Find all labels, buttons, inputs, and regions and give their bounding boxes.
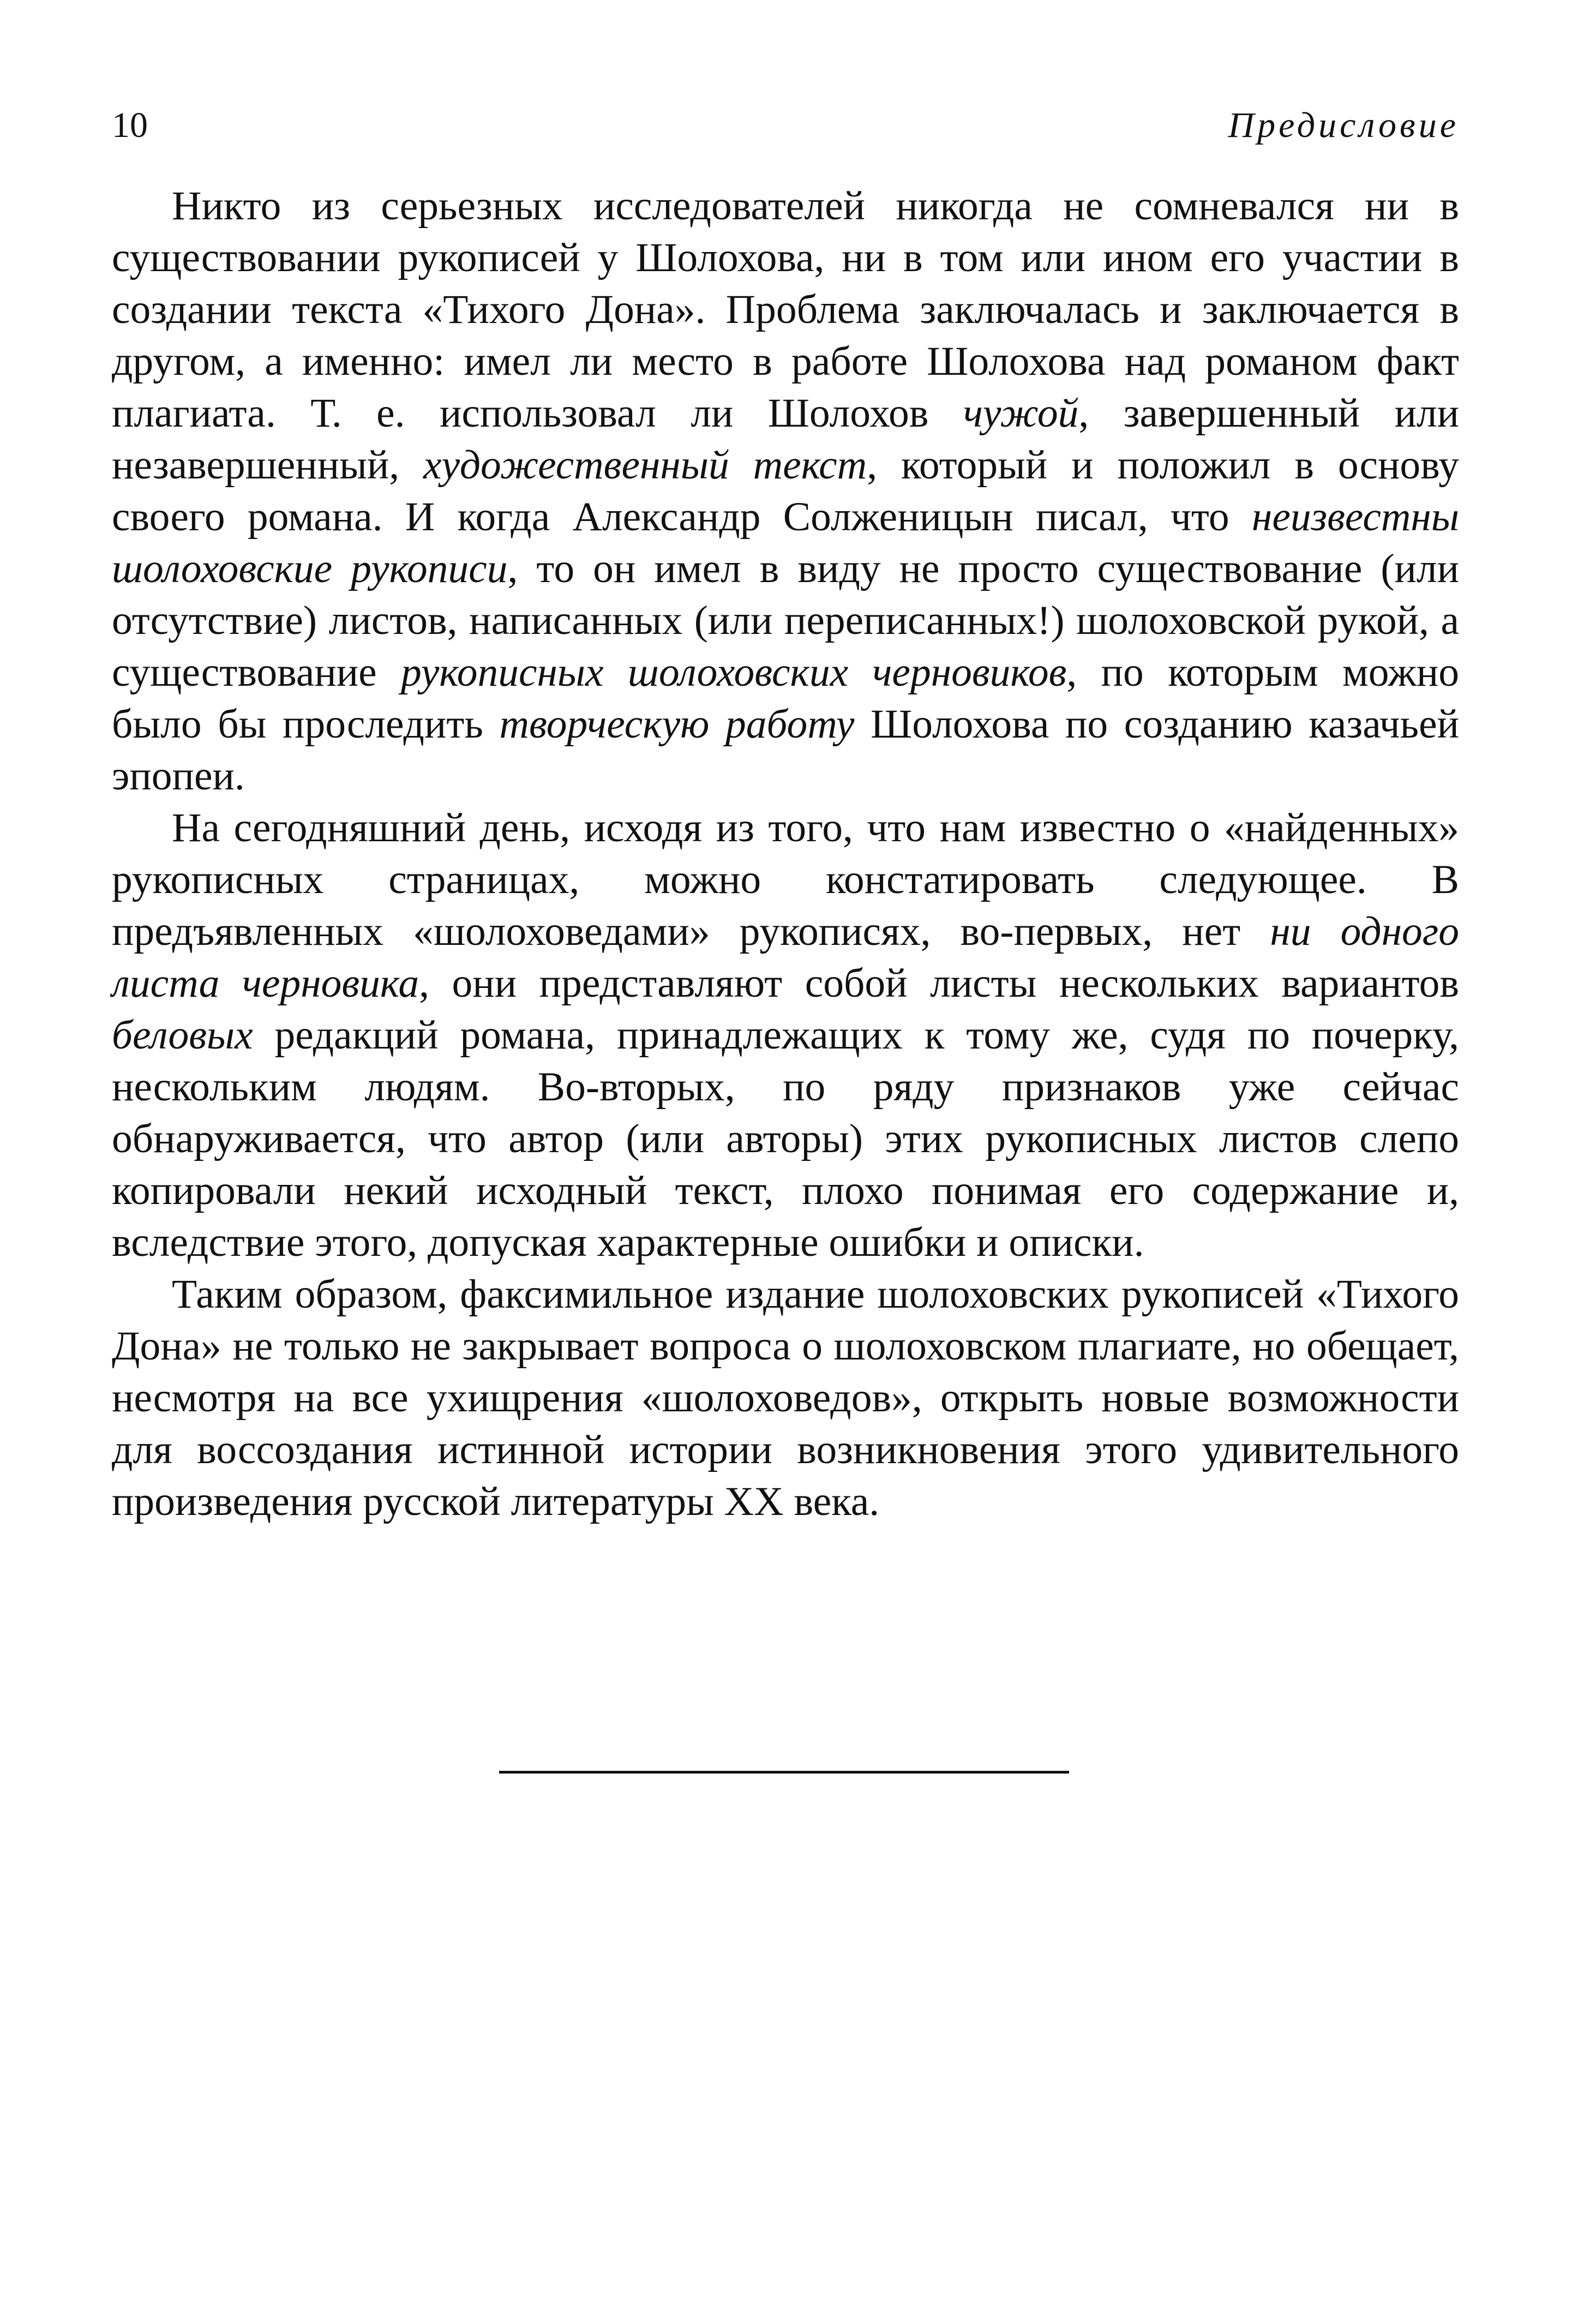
italic-phrase: творческую работу bbox=[499, 702, 855, 747]
body-text bbox=[112, 180, 1459, 1528]
italic-phrase: художественный текст bbox=[423, 442, 867, 488]
text-run: , который и положил в основу своего романа. И когда Александр Солженицын писал, что bbox=[112, 442, 1459, 540]
text-run: Таким образом, факсимильное издание шолоховских рукописей «Тихого Дона» не только не закрывает вопроса о шолоховском плагиате, но обещает, несмотря на все ухищрения «шолоховедов», открыть новые возможности для воссоздания истинной истории возникновения этого удивительного произведения русской литературы XX века. bbox=[112, 1272, 1459, 1524]
text-run: , то он имел в виду не просто существование (или отсутствие) листов, написанных (или переписанных!) шолоховской рукой, а существование bbox=[112, 546, 1459, 695]
text-run: На сегодняшний день, исходя из того, что нам известно о «найденных» рукописных страницах, можно констатировать следующее. В предъявленных «шолоховедами» рукописях, во-первых, нет bbox=[112, 805, 1459, 954]
text-run: , по которым можно было бы проследить bbox=[112, 650, 1459, 747]
text-run: редакций романа, принадлежащих к тому же, судя по почерку, нескольким людям. Во-вторых, по ряду признаков уже сейчас обнаруживается, что автор (или авторы) этих рукописных листов слепо копировали некий исходный текст, плохо понимая его содержание и, вследствие этого, допуская характерные ошибки и описки. bbox=[112, 1013, 1459, 1265]
section-title: Предисловие bbox=[1228, 105, 1459, 145]
text-run: , завершенный или незавершенный, bbox=[112, 391, 1460, 488]
italic-phrase: ни одного листа черновика bbox=[112, 909, 1459, 1006]
text-run: Шолохова по созданию казачьей эпопеи. bbox=[112, 702, 1460, 799]
running-head bbox=[112, 104, 1459, 158]
end-rule bbox=[499, 1771, 1069, 1774]
paragraph-3 bbox=[112, 1268, 1459, 1528]
page-number: 10 bbox=[112, 105, 148, 145]
text-run: , они представляют собой листы нескольких вариантов bbox=[419, 961, 1459, 1006]
text-run: Никто из серьезных исследователей никогда не сомневался ни в существовании рукописей у Шолохова, ни в том или ином его участии в создании текста «Тихого Дона». Проблема заключалась и заключается в другом, а именно: имел ли место в работе Шолохова над романом факт плагиата. Т. е. использовал ли Шолохов bbox=[112, 183, 1459, 436]
book-page bbox=[112, 104, 1459, 1528]
paragraph-2 bbox=[112, 802, 1459, 1268]
italic-phrase: чужой bbox=[963, 391, 1079, 436]
paragraph-1 bbox=[112, 180, 1459, 802]
italic-phrase: неизвестны шолоховские рукописи bbox=[112, 494, 1459, 591]
italic-phrase: беловых bbox=[112, 1013, 253, 1058]
italic-phrase: рукописных шолоховских черновиков bbox=[401, 650, 1067, 695]
